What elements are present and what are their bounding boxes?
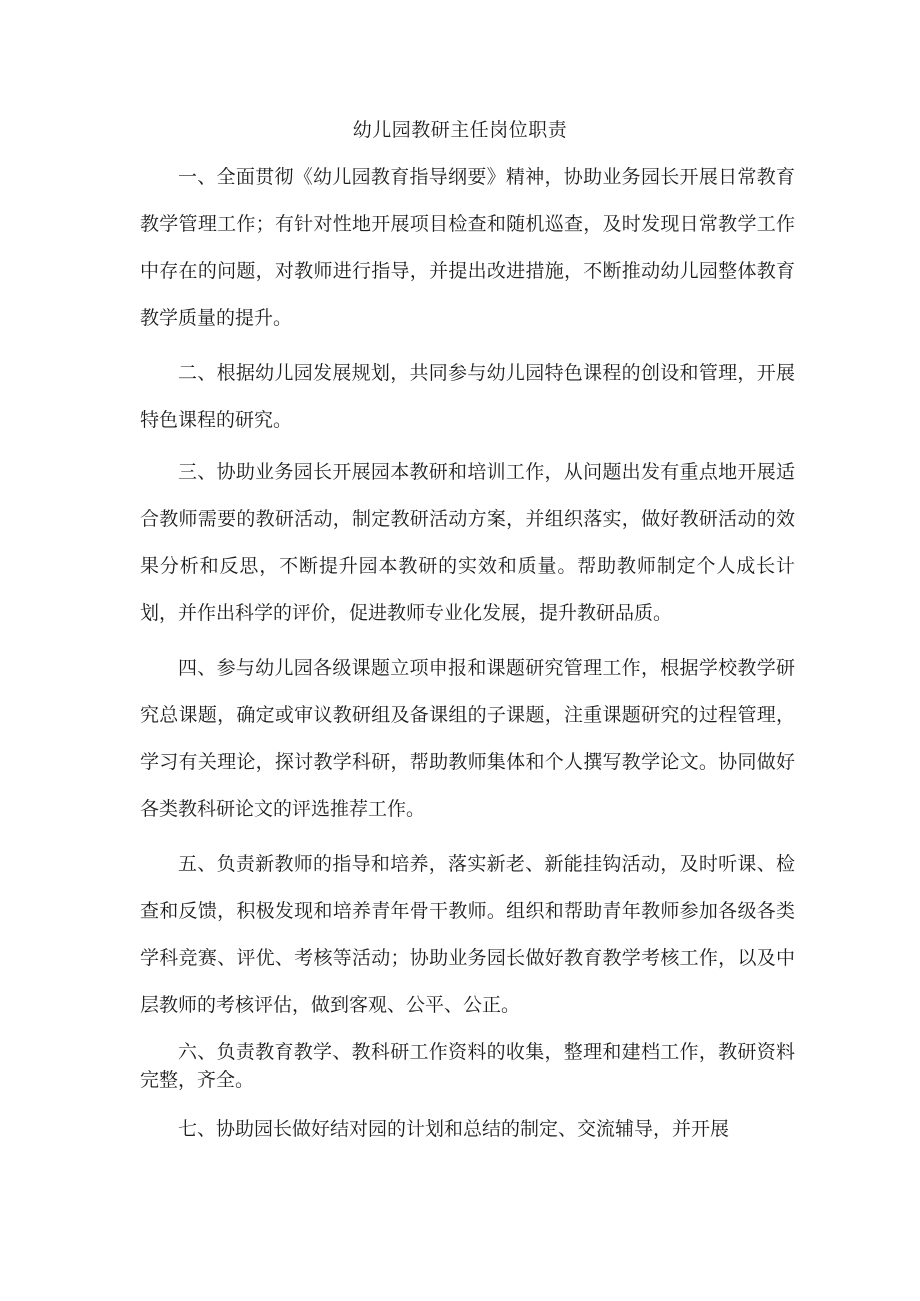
paragraph-1: 一、全面贯彻《幼儿园教育指导纲要》精神，协助业务园长开展日常教育教学管理工作；有针对性地开展项目检查和随机巡查，及时发现日常教学工作中存在的问题，对教师进行指导，并提出改进措施，不断推动幼儿园整体教育教学质量的提升。 [140,166,795,329]
paragraph-6: 六、负责教育教学、教科研工作资料的收集，整理和建档工作，教研资料完整，齐全。 [140,1041,795,1091]
paragraph-3: 三、协助业务园长开展园本教研和培训工作，从问题出发有重点地开展适合教师需要的教研活动，制定教研活动方案，并组织落实，做好教研活动的效果分析和反思，不断提升园本教研的实效和质量。帮助教师制定个人成长计划，并作出科学的评价，促进教师专业化发展，提升教研品质。 [140,461,795,624]
paragraph-5: 五、负责新教师的指导和培养，落实新老、新能挂钩活动，及时听课、检查和反馈，积极发现和培养青年骨干教师。组织和帮助青年教师参加各级各类学科竞赛、评优、考核等活动；协助业务园长做好教育教学考核工作，以及中层教师的考核评估，做到客观、公平、公正。 [140,853,795,1016]
paragraph-7: 七、协助园长做好结对园的计划和总结的制定、交流辅导，并开展 [178,1118,730,1140]
paragraph-4: 四、参与幼儿园各级课题立项申报和课题研究管理工作，根据学校教学研究总课题，确定或审议教研组及备课组的子课题，注重课题研究的过程管理，学习有关理论，探讨教学科研，帮助教师集体和个人撰写教学论文。协同做好各类教科研论文的评选推荐工作。 [140,657,795,820]
paragraph-2: 二、根据幼儿园发展规划，共同参与幼儿园特色课程的创设和管理，开展特色课程的研究。 [140,362,795,431]
document-title: 幼儿园教研主任岗位职责 [352,119,568,141]
